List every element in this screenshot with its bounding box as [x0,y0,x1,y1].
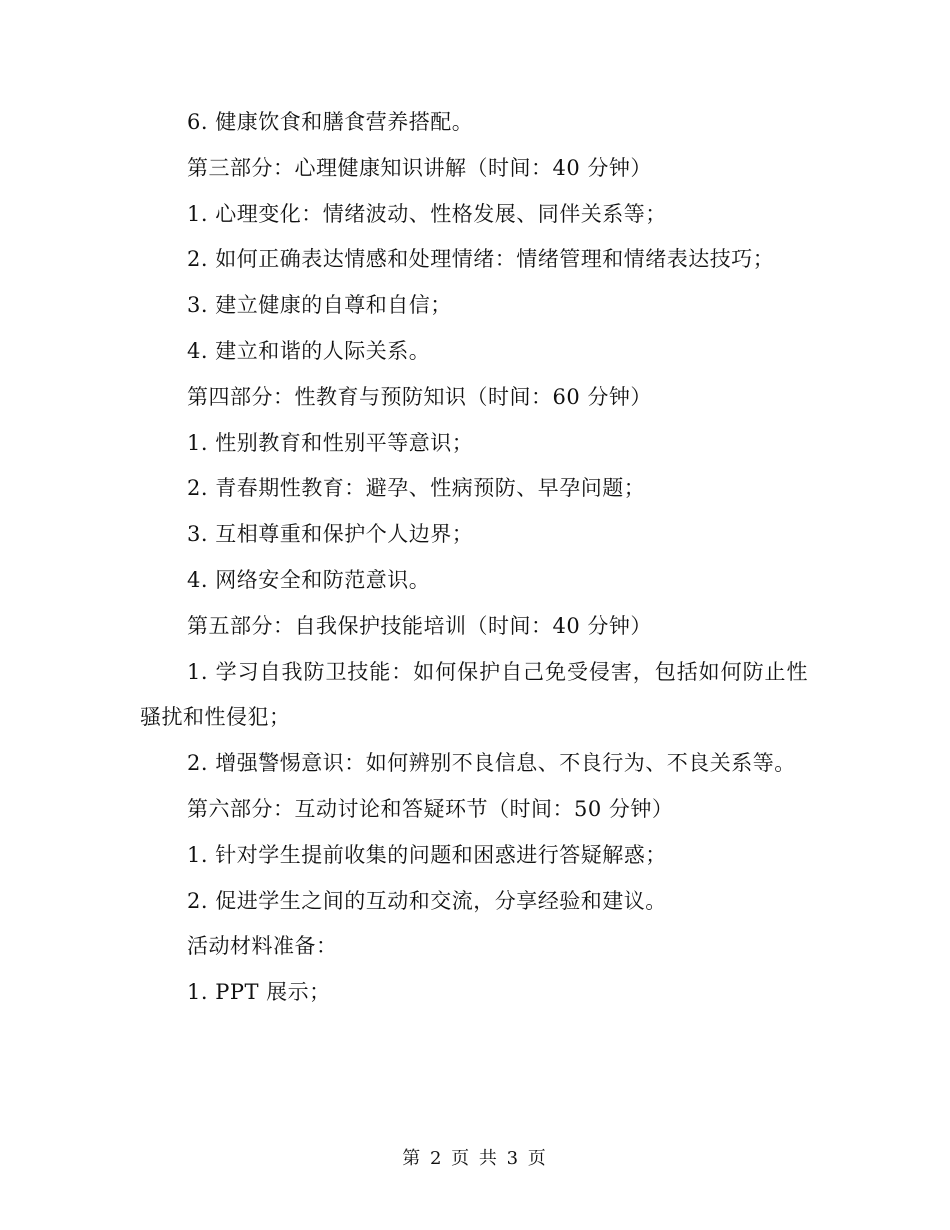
paragraph: 4. 网络安全和防范意识。 [187,567,431,592]
paragraph: 1. 心理变化：情绪波动、性格发展、同伴关系等； [187,201,667,226]
paragraph: 6. 健康饮食和膳食营养搭配。 [187,110,474,134]
section-heading: 第三部分：心理健康知识讲解（时间：40 分钟） [187,155,652,180]
paragraph: 1. 学习自我防卫技能：如何保护自己免受侵害，包括如何防止性骚扰和性侵犯； [140,659,808,730]
paragraph: 4. 建立和谐的人际关系。 [187,338,431,363]
section-heading: 第五部分：自我保护技能培训（时间：40 分钟） [187,613,652,638]
paragraph: 1. PPT 展示； [187,980,331,1005]
section-heading: 第六部分：互动讨论和答疑环节（时间：50 分钟） [187,796,674,821]
section-heading: 活动材料准备： [187,934,338,959]
paragraph: 2. 如何正确表达情感和处理情绪：情绪管理和情绪表达技巧； [187,247,775,272]
page-footer: 第 2 页 共 3 页 [402,1148,548,1169]
paragraph: 2. 促进学生之间的互动和交流，分享经验和建议。 [187,888,667,913]
document-body [140,100,808,1016]
paragraph: 1. 性别教育和性别平等意识； [187,430,474,455]
paragraph: 2. 青春期性教育：避孕、性病预防、早孕问题； [187,476,646,501]
section-heading: 第四部分：性教育与预防知识（时间：60 分钟） [187,384,652,409]
paragraph: 3. 建立健康的自尊和自信； [187,293,452,318]
paragraph: 2. 增强警惕意识：如何辨别不良信息、不良行为、不良关系等。 [187,751,796,776]
paragraph: 3. 互相尊重和保护个人边界； [187,522,474,547]
paragraph: 1. 针对学生提前收集的问题和困惑进行答疑解惑； [187,842,667,867]
